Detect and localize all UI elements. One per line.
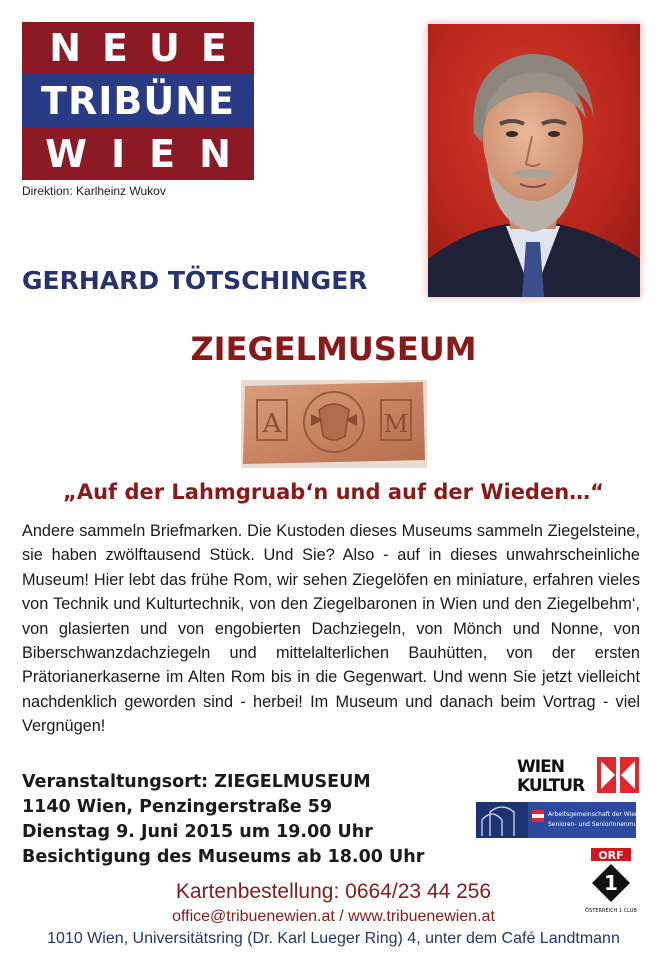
theatre-address: 1010 Wien, Universitätsring (Dr. Karl Lueger Ring) 4, unter dem Café Landtmann [47, 930, 620, 947]
speaker-name: GERHARD TÖTSCHINGER [22, 266, 368, 295]
wien-kultur-logo [515, 755, 641, 795]
oe1-caption: ÖSTERREICH 1 CLUB [585, 908, 637, 914]
arge-museen-banner [476, 802, 652, 838]
event-title: ZIEGELMUSEUM [190, 330, 477, 368]
direktion-credit: Direktion: Karlheinz Wukov [22, 184, 166, 198]
logo-line-tribuene: TRIBÜNE [22, 74, 254, 128]
arge-line2: Senioren- und Seniorinnenmuseen [548, 821, 652, 828]
wien-kultur-line1: WIEN [517, 757, 564, 777]
description-text: Andere sammeln Briefmarken. Die Kustoden dieses Museums sammeln Ziegelsteine, sie haben zwölftausend Stück. Und Sie? Also - auf in dieses unwahrscheinliche Museum! Hier lebt das frühe Rom, wir sehen Ziegelöfen en miniature, erfahren vieles von Technik und Kulturtechnik, von den Ziegelbaronen in Wien und den Ziegelbehm‘, von glasierten und von engobierten Dachziegeln, von Mönch und Nonne, von Biberschwanzdachziegeln und mittelalterlichen Bauhütten, von der ersten Prätorianerkaserne im Alten Rom bis in die Gegenwart. Und wenn Sie jetzt vielleicht nachdenklich geworden sind - herbei! Im Museum und danach beim Vortrag - viel Vergnügen! [22, 522, 640, 736]
logo-line-neue: NEUE [22, 22, 254, 74]
date-line: Dienstag 9. Juni 2015 um 19.00 Uhr [22, 822, 373, 842]
brick-letter-m: M [383, 410, 409, 438]
ticket-phone: Kartenbestellung: 0664/23 44 256 [175, 880, 492, 903]
museum-visit-line: Besichtigung des Museums ab 18.00 Uhr [22, 847, 425, 867]
logo-line-wien: WIEN [22, 128, 254, 180]
brick-letter-a: A [262, 409, 282, 439]
street-line: 1140 Wien, Penzingerstraße 59 [22, 797, 333, 817]
event-subtitle: „Auf der Lahmgruab‘n und auf der Wieden…“ [63, 480, 604, 504]
orf-label: ORF [598, 849, 624, 862]
brick-stamp-photo [241, 380, 427, 468]
oe1-label: 1 [604, 871, 618, 895]
arge-line1: Arbeitsgemeinschaft der Wiener [548, 811, 645, 818]
wien-kultur-line2: KULTUR [517, 776, 585, 796]
neue-tribuene-wien-logo [22, 22, 254, 180]
contact-email-web: office@tribuenewien.at / www.tribuenewien.at [172, 908, 495, 925]
speaker-portrait-photo [428, 24, 640, 297]
venue-line: Veranstaltungsort: ZIEGELMUSEUM [22, 772, 371, 792]
